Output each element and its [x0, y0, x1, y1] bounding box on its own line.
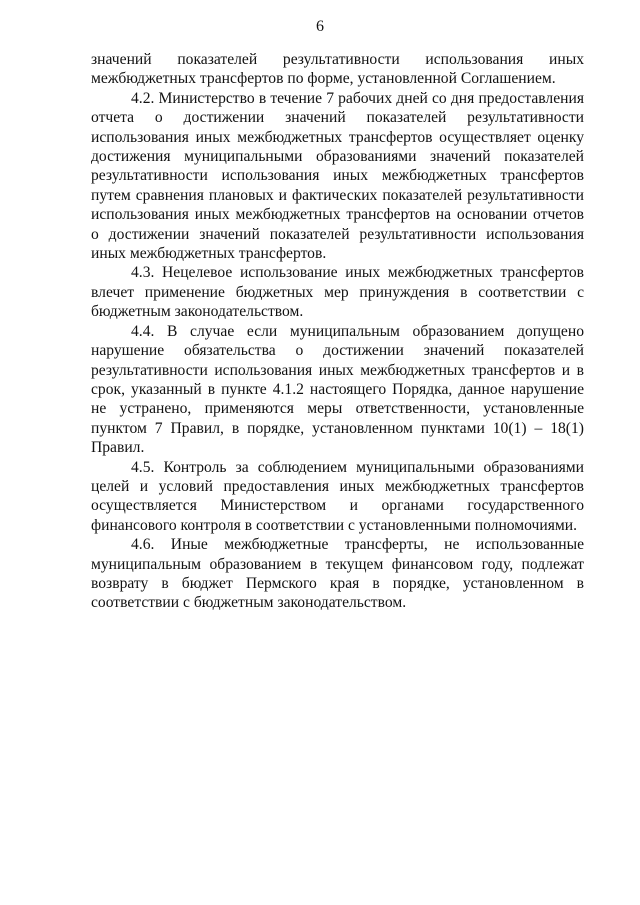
paragraph-4-3: 4.3. Нецелевое использование иных межбюджетных трансфертов влечет применение бюджетных мер принуждения в соответствии с бюджетным законодательством. — [91, 264, 584, 321]
document-body — [91, 50, 584, 613]
paragraph-4-2: 4.2. Министерство в течение 7 рабочих дней со дня предоставления отчета о достижении значений показателей результативности использования иных межбюджетных трансфертов осуществляет оценку достижения муниципальными образованиями значений показателей результативности использования иных межбюджетных трансфертов путем сравнения плановых и фактических показателей результативности использования иных межбюджетных трансфертов на основании отчетов о достижении значений показателей результативности использования иных межбюджетных трансфертов. — [91, 89, 584, 263]
paragraph-4-4: 4.4. В случае если муниципальным образованием допущено нарушение обязательства о достижении значений показателей результативности использования иных межбюджетных трансфертов и в срок, указанный в пункте 4.1.2 настоящего Порядка, данное нарушение не устранено, применяются меры ответственности, установленные пунктом 7 Правил, в порядке, установленном пунктами 10(1) – 18(1) Правил. — [91, 322, 584, 457]
page-number: 6 — [316, 18, 324, 35]
paragraph-continuation: значений показателей результативности использования иных межбюджетных трансфертов по форме, установленной Соглашением. — [91, 51, 584, 88]
paragraph-4-5: 4.5. Контроль за соблюдением муниципальными образованиями целей и условий предоставления иных межбюджетных трансфертов осуществляется Министерством и органами государственного финансового контроля в соответствии с установленными полномочиями. — [91, 458, 584, 534]
paragraph-4-6: 4.6. Иные межбюджетные трансферты, не использованные муниципальным образованием в текущем финансовом году, подлежат возврату в бюджет Пермского края в порядке, установленном в соответствии с бюджетным законодательством. — [91, 536, 584, 612]
